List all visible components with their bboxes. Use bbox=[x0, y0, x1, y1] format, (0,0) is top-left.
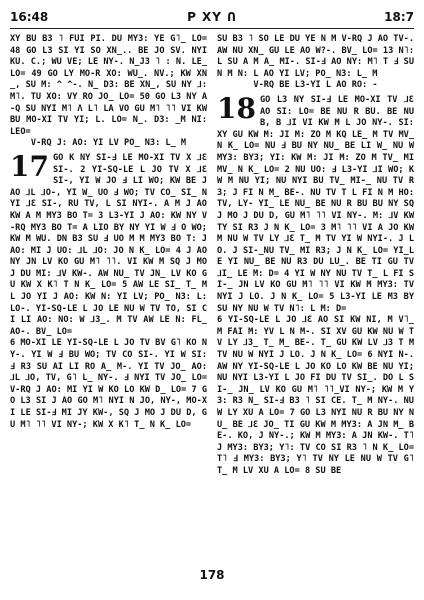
header-time: 16:48 bbox=[10, 10, 49, 24]
chapter-17-block bbox=[10, 149, 207, 339]
chapter-18-block bbox=[217, 91, 414, 315]
chapter-18-number: 18 bbox=[217, 91, 256, 125]
right-paragraph-2: GO L3 NY SI-Ⅎ LE MO-XI TV ⅃Ɛ AO SI: LO= BE NU R BU. BE NU B, B ⅃I VI KW M L JO NY-. SI: XY GU KW M: JI M: ZO M KQ LE_ M TV MV_ N K_ LO= NU Ⅎ BU NY NU_ BE LI W_ NU W MY3: BY3; YI: KW M: JI M: ZO M TV_ MI MV_ N K_ LO= 2 NU UO: Ⅎ L3-YI ⅃I WO; KW M NU YI; NU NYI BU TV_ MI-_ NU TV R3; J FI N M_ BE-. NU TV T L FI N M HO: TV, LY- YI_ LE NU_ BE NU R BU BU NY SQ J MO J DU D, GU M˥ ˥˥ VI NY-. M: ⅃V KW TY SI R3 J N K_ LO= 3 M˥ ˥˥ VI A JO KW M NU W TV LY ⅃Ɛ T_ M TV YI W NYI-. J LO. J SI-_NU TV_ MI R3; J N K_ LO= YI_LE YI NU_ BE NU R3 DU LU_. BE TI GU TV ⅃I_ LE M: D= 4 YI W NY NU TV T_ L FI SI-_ JN LV KO GU M˥ ˥˥ VI KW M MY3: TV NYI J LO. J N K_ LO= 5 L3-YI LE M3 BY SU NY NU W TV N˥: L M: D= bbox=[217, 94, 414, 314]
chapter-17-title: V-RQ J: AO: YI LV PO_ N3: L_ M bbox=[30, 138, 187, 149]
right-paragraph-1: SU B3 ˥ SO LE DU YE N M V-RQ J AO TV-. AW NU XN_ GU LE AO W?-. BV_ LO= 13 N˥: L SU A M A_ MI-. SI-Ⅎ AO NY: M˥ T Ⅎ SU N M N: L AO YI LV; PO_ N3: L_ M bbox=[217, 34, 414, 79]
right-column bbox=[217, 34, 414, 569]
header-title: P XY Ո bbox=[187, 10, 237, 24]
header-reference: 18:7 bbox=[384, 10, 414, 24]
left-paragraph-2: GO K NY SI-Ⅎ LE MO-XI TV X ⅃Ɛ SI-. 2 YI-SQ-LE L JO TV X ⅃Ɛ SI-, YI W JO Ⅎ LI WO; KW BE J AO ⅃L ⅃O-, YI W_ UO Ⅎ WO; TV CO_ SI_ NYI ⅃Ɛ SI-, RU TV, L SI NYI-. A M J AO KW A M MY3 BO T= 3 L3-YI J AO: KW NY V-RQ MY3 BO T= A LIO BY NY YI W Ⅎ O WO; KW M WU. DN B3 SU Ⅎ UO M M MY3 BO T: J AO: MI J UO: ⅃L ⅃O: JO N K_ LO= 4 J AO NY JN LV KO GU M˥ ˥˥. VI KW M SQ J MO J DU MI: ⅃V KW-. AW NU_ TV JN_ LV KO GU KW X K˥ T N K_ LO= 5 AW LE SI_ T_ M L JO YI J AO: KW N: YI LV; PO_ N3: L: LO-. YI-SQ-LE L JO LE NU W TV TO, SI CI LI AO: NO: W ⅃3_. M TV AW LE N: FL_ AO-. BV_ LO= bbox=[10, 152, 207, 337]
left-paragraph-1: XY BU B3 ˥ FUI PI. DU MY3: YE G˥_ LO= 48 GO L3 SI YI SO XN_.. BE JO SV. NYI KU. C.; WU VE; LE NY-. N_J3 ˥ : N. LE_ LO= 49 GO LY MO-R XO: WU_. NV.; KW XN_, SU M: ^ ^-. N_ D3: BE XN_, SU NY ⅃: M˥. TU XO: VY RO JO_ LO= 50 GO L3 NY A-Q SU NYI M˥ Λ L˥ LA VO GU M˥ ˥˥ VI KW BU MO-XI TV YI; L. LO= N_. D3: _M NI: LEO= bbox=[10, 34, 207, 137]
right-paragraph-3: 6 YI-SQ-LE L JO ⅃Ɛ AO SI KW NI, M V˥_ M FAI M: YV L N M-. SI XV GU KW NU W TV LY ⅃3_ T_ M_ BE-. T_ GU KW LV ⅃3 T M TV NU W NYI J LO. J N K_ LO= 6 NYI N-. AW NY YI-SQ-LE L JO KO LO KW BE NU YI; NU NYI L3-YI L JO FI DU TV SI_. DO L SI-_ JN_ LV KO GU M˥ ˥˥_VI NY-; KW M Y3: R3 N_ SI-Ⅎ B3 ˥ SI CE. T_ M NY-. NU W LY XU A LO= 7 GO L3 NYI NU R BU NY NU_ BE ⅃Ɛ JO_ TI GU KW M MY3: A JN M_ BE-. KO, J NY-.; KW M MY3: A JN KW-. T˥ J MY3: BY3; Y˥: TV CO SI R3 ˥ N K_ LO= T˥ Ⅎ MY3: BY3; Y˥ TV NY LE NU W TV G˥ T_ M LV XU A LO= 8 SU BE bbox=[217, 315, 414, 476]
chapter-17-number: 17 bbox=[10, 149, 49, 183]
header-rule bbox=[10, 28, 414, 29]
running-header bbox=[10, 8, 414, 26]
page-number: 178 bbox=[199, 568, 225, 582]
chapter-18-title: V-RQ BE L3-YI L AO RO: - bbox=[253, 80, 378, 91]
left-column bbox=[10, 34, 207, 569]
left-paragraph-3: 6 MO-XI LE YI-SQ-LE L JO TV BV G˥ KO NY-. YI W Ⅎ BU WO; TV CO SI-. YI W SI: Ⅎ R3 SU AI LI RO A_ M-. YI TV JO_ AO: ⅃L ⅃O, TV, G˥ L_ NY-. Ⅎ NYI TV JO_ LO= V-RQ J AO: MI YI W KO LO KW D_ LO= 7 GO L3 SI J AO GO M˥ NYI N JO, NY-, MO-XI LE SI-Ⅎ MI JY KW-, SQ J MO J DU D, GU M˥ ˥˥ VI NY-; KW X K˥ T_ N K_ LO= bbox=[10, 338, 207, 430]
